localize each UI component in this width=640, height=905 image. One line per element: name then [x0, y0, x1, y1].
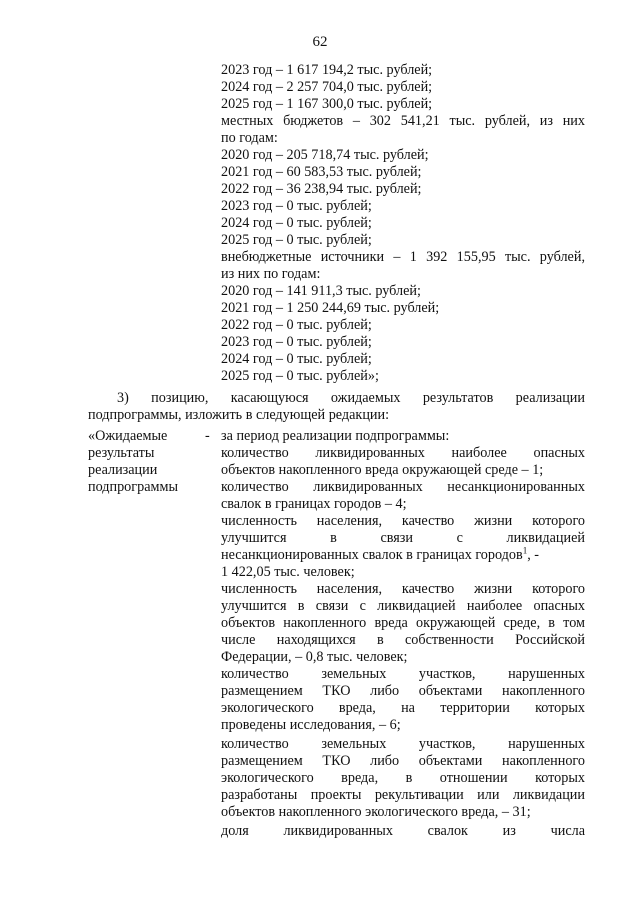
result-line: количество ликвидированных наиболее опасных — [221, 445, 585, 461]
funding-line: 2021 год – 60 583,53 тыс. рублей; — [221, 164, 422, 180]
funding-line: 2023 год – 1 617 194,2 тыс. рублей; — [221, 62, 433, 78]
result-line: численность населения, качество жизни которого — [221, 581, 585, 597]
result-line: экологического вреда, на территории которых — [221, 700, 585, 716]
footnote-mark: 1 — [522, 545, 528, 556]
result-line: размещением ТКО либо объектами накопленного — [221, 753, 585, 769]
funding-line: 2025 год – 0 тыс. рублей; — [221, 232, 372, 248]
table-left-label: «Ожидаемые — [88, 428, 168, 444]
result-line: Федерации, – 0,8 тыс. человек; — [221, 649, 408, 665]
funding-line: 2021 год – 1 250 244,69 тыс. рублей; — [221, 300, 440, 316]
result-line: численность населения, качество жизни которого — [221, 513, 585, 529]
funding-line: 2022 год – 0 тыс. рублей; — [221, 317, 372, 333]
footnote-tail: , - — [527, 547, 540, 563]
local-budgets-line: местных бюджетов – 302 541,21 тыс. рублей, из них — [221, 113, 585, 129]
table-left-label: подпрограммы — [88, 479, 178, 495]
result-line: доля ликвидированных свалок из числа — [221, 823, 585, 839]
result-line: за период реализации подпрограммы: — [221, 428, 450, 444]
funding-line: 2020 год – 205 718,74 тыс. рублей; — [221, 147, 429, 163]
local-budgets-line: по годам: — [221, 130, 278, 146]
result-line: количество ликвидированных несанкционированных — [221, 479, 585, 495]
result-line: объектов накопленного вреда окружающей среде, в том — [221, 615, 585, 631]
funding-line: 2022 год – 36 238,94 тыс. рублей; — [221, 181, 422, 197]
table-left-label: результаты — [88, 445, 155, 461]
result-line: объектов накопленного экологического вреда, – 31; — [221, 804, 531, 820]
result-line: проведены исследования, – 6; — [221, 717, 401, 733]
result-line: объектов накопленного вреда окружающей среде – 1; — [221, 462, 544, 478]
table-left-label: реализации — [88, 462, 158, 478]
funding-line: 2024 год – 0 тыс. рублей; — [221, 215, 372, 231]
funding-line: 2024 год – 0 тыс. рублей; — [221, 351, 372, 367]
funding-line: 2023 год – 0 тыс. рублей; — [221, 334, 372, 350]
point-3-line: подпрограммы, изложить в следующей редакции: — [88, 407, 390, 423]
point-3-line: 3) позицию, касающуюся ожидаемых результатов реализации — [117, 390, 585, 406]
offbudget-line: из них по годам: — [221, 266, 321, 282]
result-line: экологического вреда, в отношении которых — [221, 770, 585, 786]
result-line: 1 422,05 тыс. человек; — [221, 564, 355, 580]
result-line: свалок в границах городов – 4; — [221, 496, 407, 512]
funding-line: 2024 год – 2 257 704,0 тыс. рублей; — [221, 79, 433, 95]
funding-line: 2025 год – 0 тыс. рублей»; — [221, 368, 379, 384]
funding-line: 2025 год – 1 167 300,0 тыс. рублей; — [221, 96, 433, 112]
table-dash: - — [205, 428, 210, 444]
result-line: числе находящихся в собственности Российской — [221, 632, 585, 648]
result-line — [221, 547, 539, 564]
result-line: количество земельных участков, нарушенных — [221, 666, 585, 682]
result-line: разработаны проекты рекультивации или ликвидации — [221, 787, 585, 803]
page-number: 62 — [312, 34, 328, 50]
result-line: размещением ТКО либо объектами накопленного — [221, 683, 585, 699]
offbudget-line: внебюджетные источники – 1 392 155,95 тыс. рублей, — [221, 249, 585, 265]
result-text: несанкционированных свалок в границах городов — [221, 547, 523, 563]
funding-line: 2020 год – 141 911,3 тыс. рублей; — [221, 283, 421, 299]
result-line: количество земельных участков, нарушенных — [221, 736, 585, 752]
result-line: улучшится в связи с ликвидацией — [221, 530, 585, 546]
result-line: улучшится в связи с ликвидацией наиболее опасных — [221, 598, 585, 614]
funding-line: 2023 год – 0 тыс. рублей; — [221, 198, 372, 214]
